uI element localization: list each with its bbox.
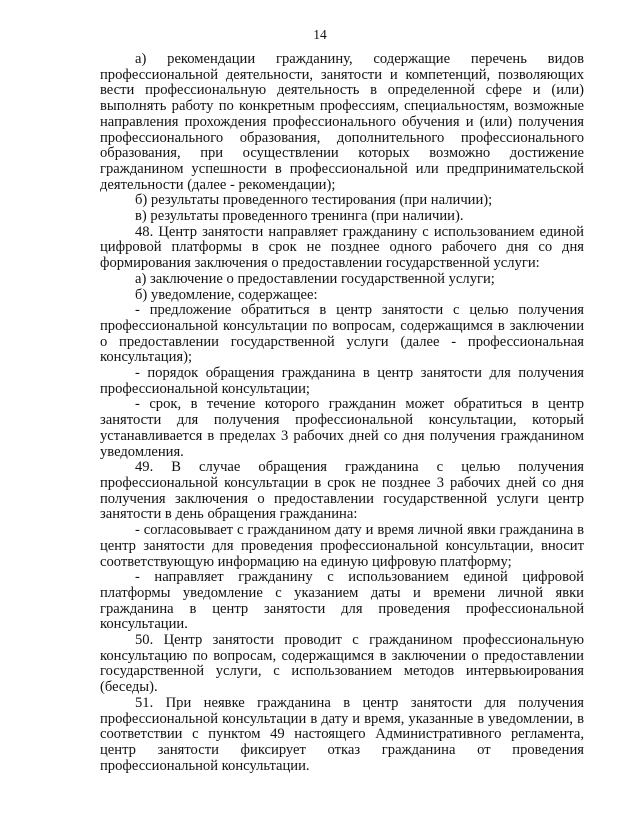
paragraph-testing-results: б) результаты проведенного тестирования (при наличии); <box>135 192 493 209</box>
paragraph-item-51: 51. При неявке гражданина в центр занятости для получения профессиональной консультации в дату и время, указанные в уведомлении, в соответствии с пунктом 49 настоящего Административного регламента, центр занятости фиксирует отказ гражданина от проведения профессиональной консультации. <box>100 694 584 774</box>
paragraph-item-50: 50. Центр занятости проводит с гражданином профессиональную консультацию по вопросам, содержащимся в заключении о предоставлении государственной услуги, с использованием методов интервьюирования (беседы). <box>100 632 584 696</box>
paragraph-item-49: 49. В случае обращения гражданина с целью получения профессиональной консультации в срок не позднее 3 рабочих дней со дня получения заключения о предоставлении государственной услуги центр занятости в день обращения гражданина: <box>100 459 584 523</box>
paragraph-deadline: - срок, в течение которого гражданин может обратиться в центр занятости для получения профессиональной консультации, который устанавливается в пределах 3 рабочих дней со дня получения гражданином уведомления. <box>100 396 584 460</box>
paragraph-notification: б) уведомление, содержащее: <box>135 286 318 303</box>
paragraph-agree-date: - согласовывает с гражданином дату и время личной явки гражданина в центр занятости для проведения профессиональной консультации, вносит соответствующую информацию на единую цифровую платформу; <box>100 522 584 570</box>
document-body <box>100 52 584 774</box>
paragraph-offer: - предложение обратиться в центр занятости с целью получения профессиональной консультации по вопросам, содержащимся в заключении о предоставлении государственной услуги (далее - профессиональная консультация); <box>100 302 584 366</box>
page-number: 14 <box>313 27 327 42</box>
paragraph-training-results: в) результаты проведенного тренинга (при наличии). <box>135 208 464 225</box>
paragraph-item-48: 48. Центр занятости направляет гражданину с использованием единой цифровой платформы в срок не позднее одного рабочего дня со дня формирования заключения о предоставлении государственной услуги: <box>100 223 584 272</box>
paragraph-send-notification: - направляет гражданину с использованием единой цифровой платформы уведомление с указанием даты и времени личной явки гражданина в центр занятости для проведения профессиональной консультации. <box>100 569 584 633</box>
paragraph-recommendations: а) рекомендации гражданину, содержащие перечень видов профессиональной деятельности, занятости и компетенций, позволяющих вести профессиональную деятельность в определенной сфере и (или) выполнять работу по конкретным профессиям, специальностям, возможные направления прохождения профессионального обучения и (или) получения профессионального образования, дополнительного профессионального образования, при осуществлении которых возможно достижение гражданином успешности в профессиональной или предпринимательской деятельности (далее - рекомендации); <box>100 51 584 193</box>
paragraph-procedure: - порядок обращения гражданина в центр занятости для получения профессиональной консультации; <box>100 365 584 397</box>
paragraph-conclusion: а) заключение о предоставлении государственной услуги; <box>135 270 495 287</box>
